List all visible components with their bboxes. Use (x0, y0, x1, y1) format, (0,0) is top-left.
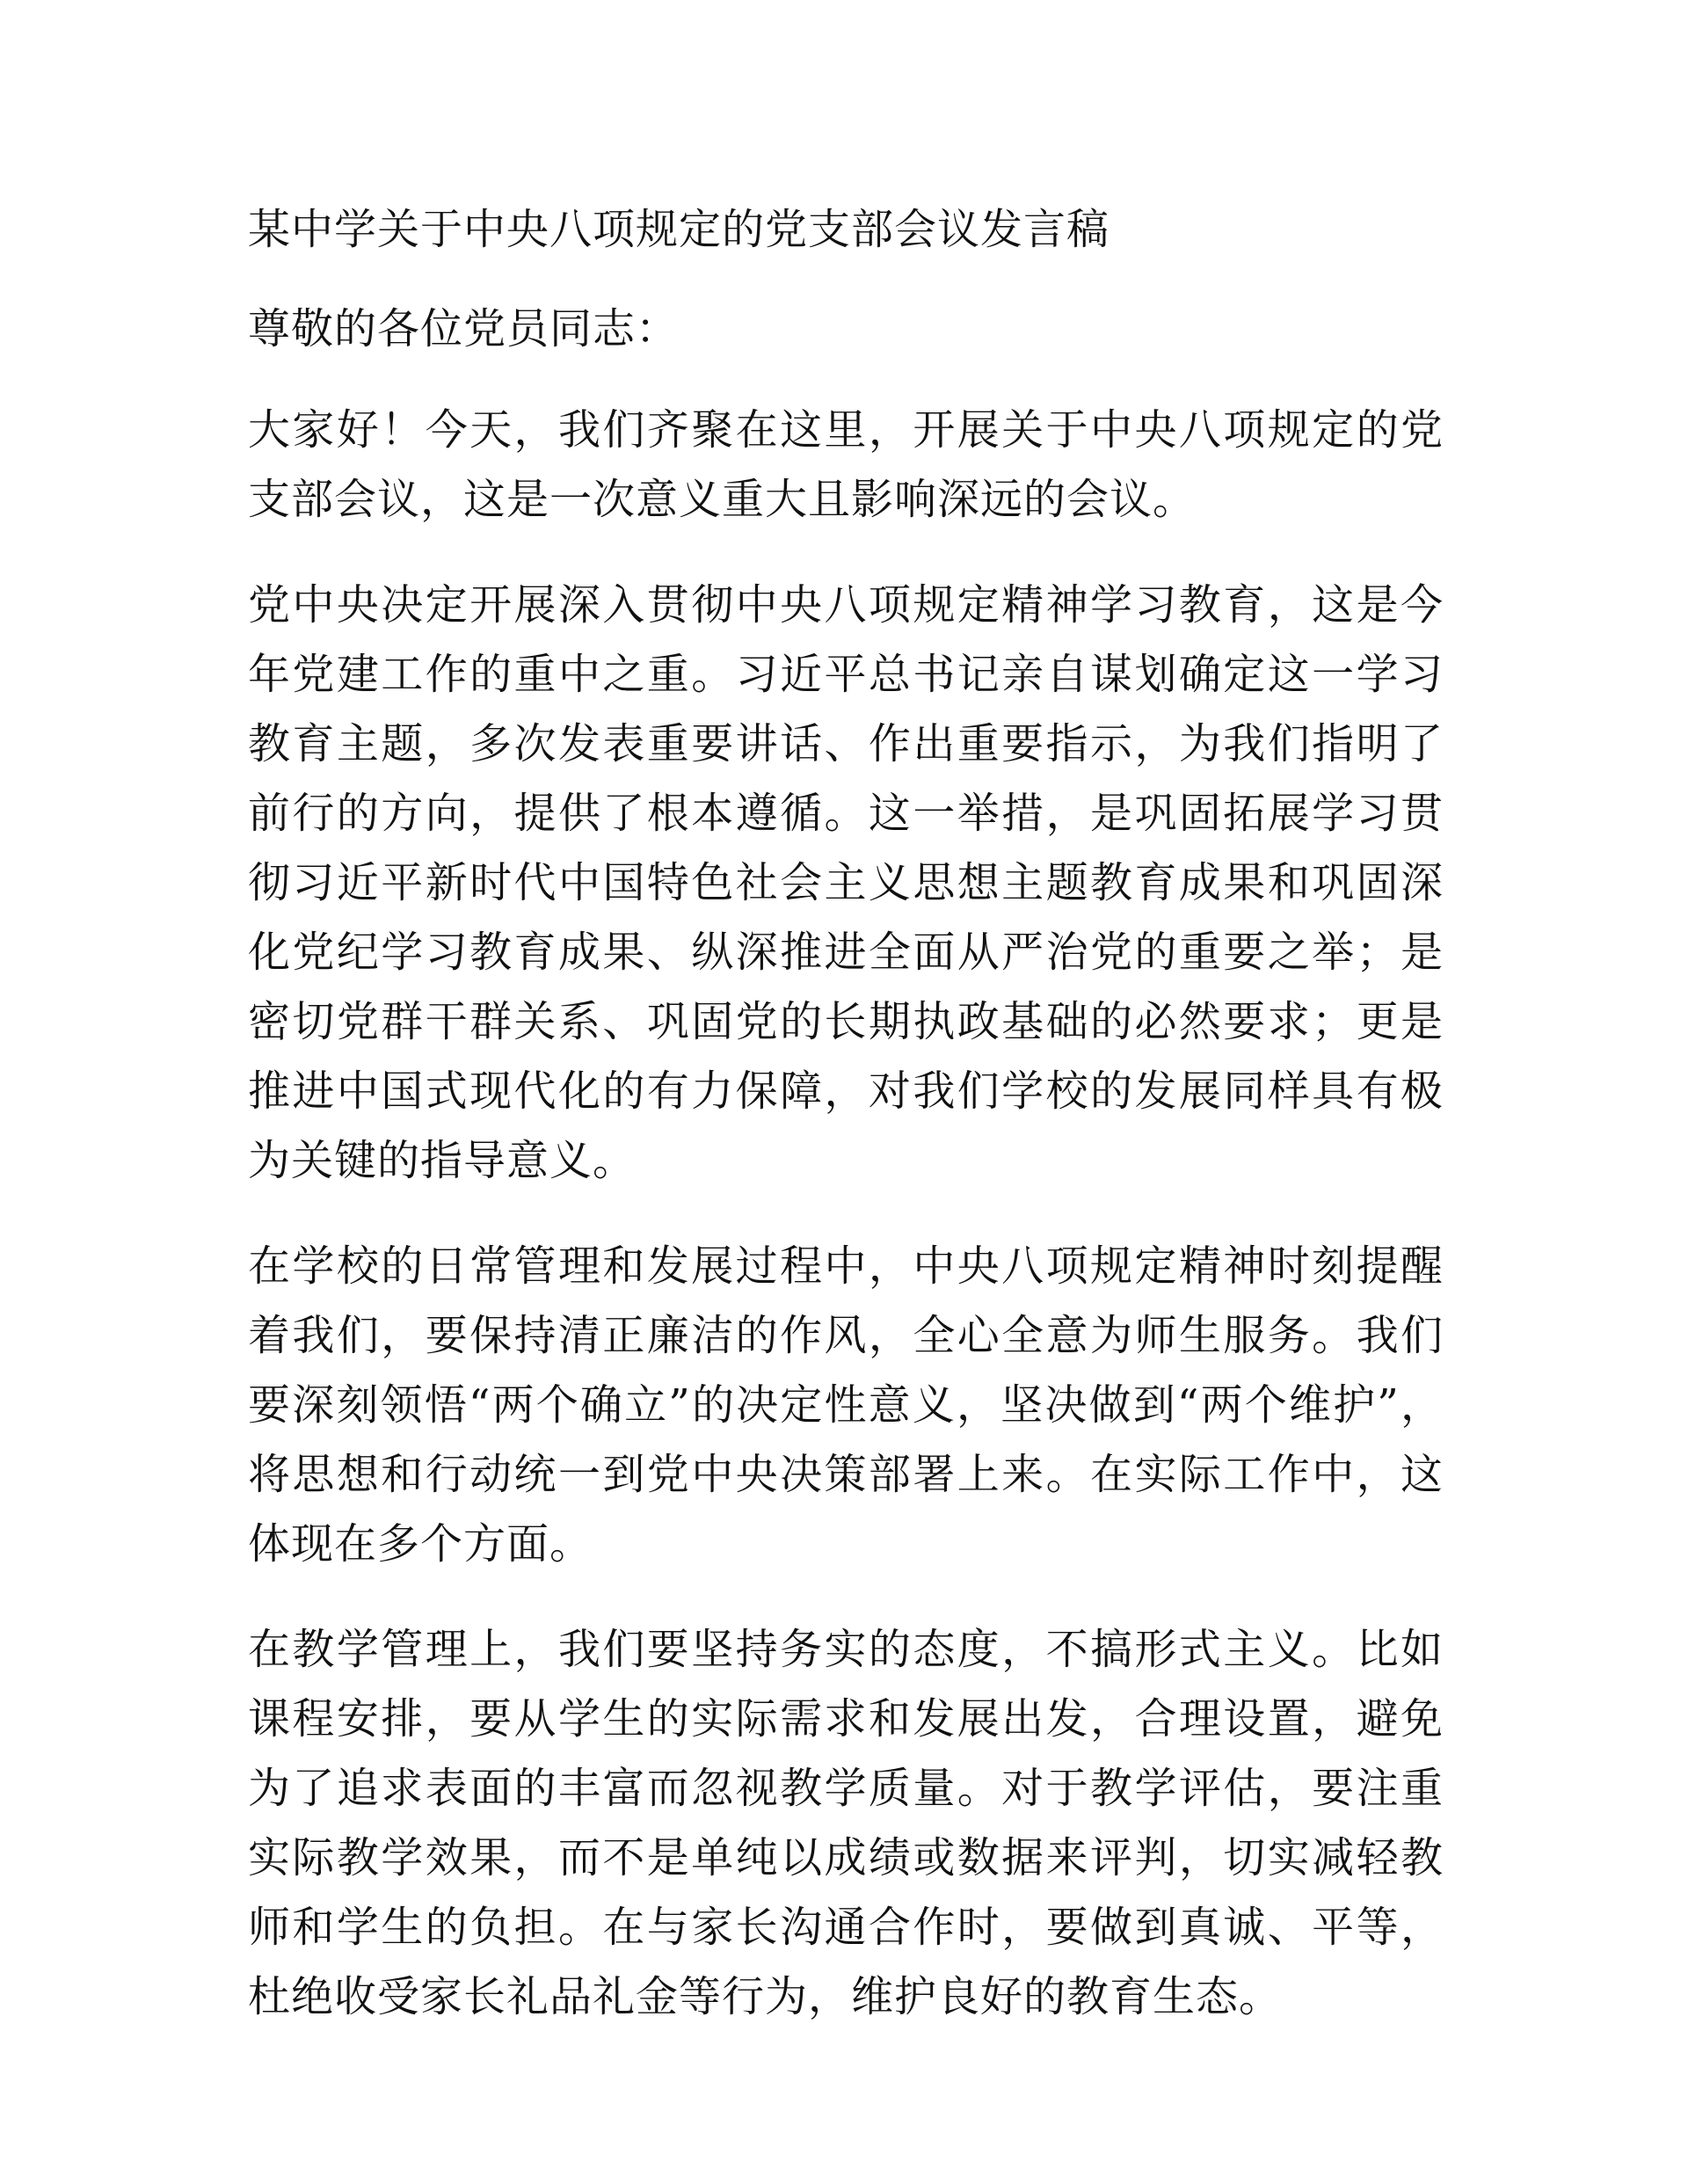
paragraph-background: 党中央决定开展深入贯彻中央八项规定精神学习教育，这是今年党建工作的重中之重。习近平总书记亲自谋划确定这一学习教育主题，多次发表重要讲话、作出重要指示，为我们指明了前行的方向，提供了根本遵循。这一举措，是巩固拓展学习贯彻习近平新时代中国特色社会主义思想主题教育成果和巩固深化党纪学习教育成果、纵深推进全面从严治党的重要之举；是密切党群干群关系、巩固党的长期执政基础的必然要求；更是推进中国式现代化的有力保障，对我们学校的发展同样具有极为关键的指导意义。 (248, 580, 1444, 1185)
paragraph-greeting: 大家好！今天，我们齐聚在这里，开展关于中央八项规定的党支部会议，这是一次意义重大且影响深远的会议。 (248, 405, 1444, 524)
document-title: 某中学关于中央八项规定的党支部会议发言稿 (248, 205, 1110, 254)
document-body (248, 195, 1444, 2068)
salutation: 尊敬的各位党员同志： (248, 304, 680, 353)
paragraph-daily-management: 在学校的日常管理和发展过程中，中央八项规定精神时刻提醒着我们，要保持清正廉洁的作风，全心全意为师生服务。我们要深刻领悟“两个确立”的决定性意义，坚决做到“两个维护”，将思想和行动统一到党中央决策部署上来。在实际工作中，这体现在多个方面。 (248, 1241, 1444, 1569)
paragraph-teaching-management: 在教学管理上，我们要坚持务实的态度，不搞形式主义。比如课程安排，要从学生的实际需求和发展出发，合理设置，避免为了追求表面的丰富而忽视教学质量。对于教学评估，要注重实际教学效果，而不是单纯以成绩或数据来评判，切实减轻教师和学生的负担。在与家长沟通合作时，要做到真诚、平等，杜绝收受家长礼品礼金等行为，维护良好的教育生态。 (248, 1625, 1444, 2021)
